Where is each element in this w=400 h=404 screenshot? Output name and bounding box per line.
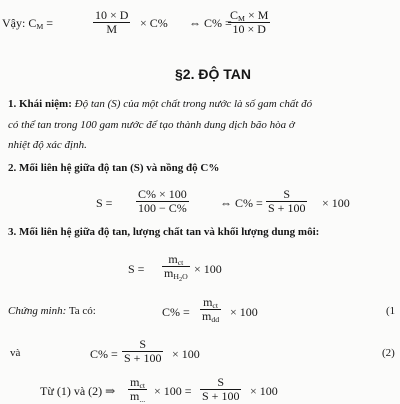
fraction-s-over-s100-final: $\frac{S}{S + 100}$	[202, 375, 240, 403]
fraction-cm-m-over-10d: $\frac{C_M \times M}{10 \times D}$	[230, 8, 269, 36]
times-c-percent: × C%	[140, 16, 168, 30]
relation-heading-2: 2. Mối liên hệ giữa độ tan (S) và nồng độ C%	[8, 162, 220, 174]
fraction-c100-over-100c: $\frac{C\% \times 100}{100 - C\%}$	[138, 187, 187, 215]
fraction-s-over-s100-proof: $\frac{S}{S + 100}$	[124, 337, 162, 365]
definition-line-2: có thể tan trong 100 gam nước để tạo thành dung dịch bão hòa ở	[8, 119, 295, 131]
times-100-3: × 100	[194, 262, 222, 276]
fraction-mct-over-m-partial: $m_{ct}$ $m_{...}$	[130, 375, 146, 404]
and-word: và	[10, 347, 21, 359]
iff-c-percent-2: ⇔ C% =	[220, 196, 263, 210]
relation-heading-3: 3. Mối liên hệ giữa độ tan, lượng chất tan và khối lượng dung môi:	[8, 226, 320, 238]
iff-c-percent: ⇔ C% =	[189, 16, 232, 30]
fraction-mct-over-mdd: $m_{ct}$ $m_{dd}$	[202, 295, 220, 324]
times-100-proof-2: × 100	[172, 347, 200, 361]
c-percent-equals-2: C% =	[90, 347, 118, 361]
times-100-final: × 100	[250, 384, 278, 398]
definition-line-3: nhiệt độ xác định.	[8, 139, 87, 151]
equation-number-1: (1	[386, 305, 396, 317]
fraction-s-over-s100: $\frac{S}{S + 100}$	[268, 187, 306, 215]
fraction-mct-over-mh2o: $m_{ct}$ $m_{H_2O}$	[164, 252, 188, 283]
definition-line-1: 1. Khái niệm: Độ tan (S) của một chất trong nước là số gam chất đó	[8, 98, 313, 110]
times-100: × 100	[322, 196, 350, 210]
times-100-proof: × 100	[230, 305, 258, 319]
fraction-10d-over-m: $\frac{10 \times D}{M}$	[95, 8, 129, 36]
proof-label: Chứng minh: Ta có:	[8, 305, 96, 317]
c-percent-equals: C% =	[162, 305, 190, 319]
times-100-equals: × 100 =	[154, 384, 192, 398]
conclusion-prefix: Vậy: $C_M$ =	[2, 16, 54, 31]
equation-number-2: (2)	[382, 347, 395, 359]
s-equals: S =	[96, 196, 113, 210]
s-equals-3: S =	[128, 262, 145, 276]
from-1-and-2: Từ (1) và (2) ⇒	[40, 384, 116, 398]
section-title: §2. ĐỘ TAN	[175, 66, 251, 82]
